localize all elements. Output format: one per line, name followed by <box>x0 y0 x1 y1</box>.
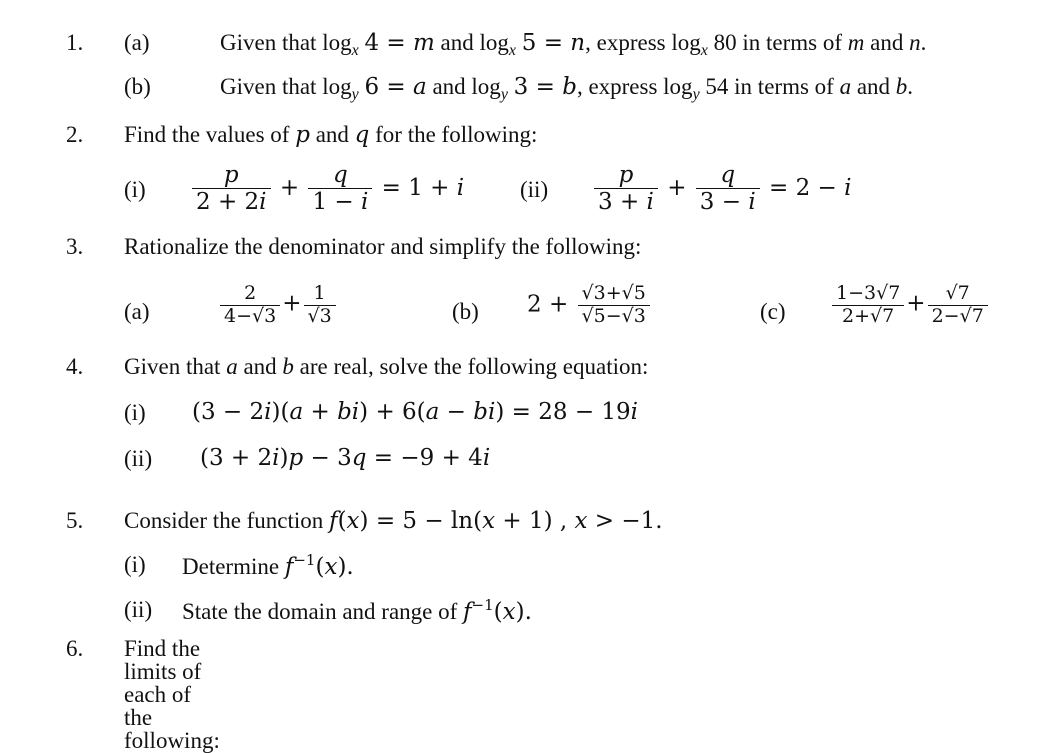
q3b-label: (b) <box>452 299 479 324</box>
q2i-equation: $\frac{p}{2 + 2i}$ + $\frac{q}{1 - i}$ = 1 + i <box>190 162 464 216</box>
q1b-text: Given that $\log_y 6 = a$ and $\log_y 3 = b$, express $\log_y 54$ in terms of a and b. <box>220 74 914 103</box>
q1a-text: Given that $\log_x 4 = m$ and $\log_x 5 = n$, express $\log_x 80$ in terms of m and n. <box>220 30 927 59</box>
q3c-label: (c) <box>760 299 786 324</box>
q2ii-label: (ii) <box>520 177 549 202</box>
q1b-label: (b) <box>124 74 151 99</box>
q2-text: Find the values of p and q for the following: <box>124 122 538 148</box>
q6-text: Find the limits of each of the following: <box>124 636 220 753</box>
q1a-label: (a) <box>124 30 150 55</box>
q4ii-equation: (3 + 2i)p − 3q = −9 + 4i <box>200 445 491 471</box>
q6-number: 6. <box>66 636 84 661</box>
q4-text: Given that a and b are real, solve the following equation: <box>124 354 649 379</box>
q5ii-label: (ii) <box>124 597 153 622</box>
q1-number: 1. <box>66 30 84 55</box>
q4i-label: (i) <box>124 400 146 425</box>
q3-number: 3. <box>66 234 84 259</box>
q3-text: Rationalize the denominator and simplify the following: <box>124 234 642 259</box>
q4ii-label: (ii) <box>124 446 153 471</box>
q3c-expression: $\frac{1-3√7}{2+√7}$ + $\frac{√7}{2-√7}$ <box>830 283 990 328</box>
q2-number: 2. <box>66 122 84 147</box>
q5i-text: Determine $f^{-1}(x)$. <box>182 551 354 580</box>
q3a-expression: $\frac{2}{4-√3}$ + $\frac{1}{√3}$ <box>218 283 338 328</box>
q5-text: Consider the function f(x) = 5 − ln(x + 1) , x > −1. <box>124 508 663 534</box>
q4-number: 4. <box>66 354 84 379</box>
q5ii-text: State the domain and range of $f^{-1}(x)$. <box>182 596 532 625</box>
q5i-label: (i) <box>124 552 146 577</box>
q3b-expression: 2 + $\frac{√3+√5}{√5-√3}$ <box>527 283 652 328</box>
q2ii-equation: $\frac{p}{3 + i}$ + $\frac{q}{3 - i}$ = 2 − i <box>592 162 851 216</box>
q6-partial <box>0 636 1056 753</box>
q5-number: 5. <box>66 508 84 533</box>
q2i-label: (i) <box>124 177 146 202</box>
q3a-label: (a) <box>124 299 150 324</box>
q4i-equation: (3 − 2i)(a + bi) + 6(a − bi) = 28 − 19i <box>192 399 639 425</box>
